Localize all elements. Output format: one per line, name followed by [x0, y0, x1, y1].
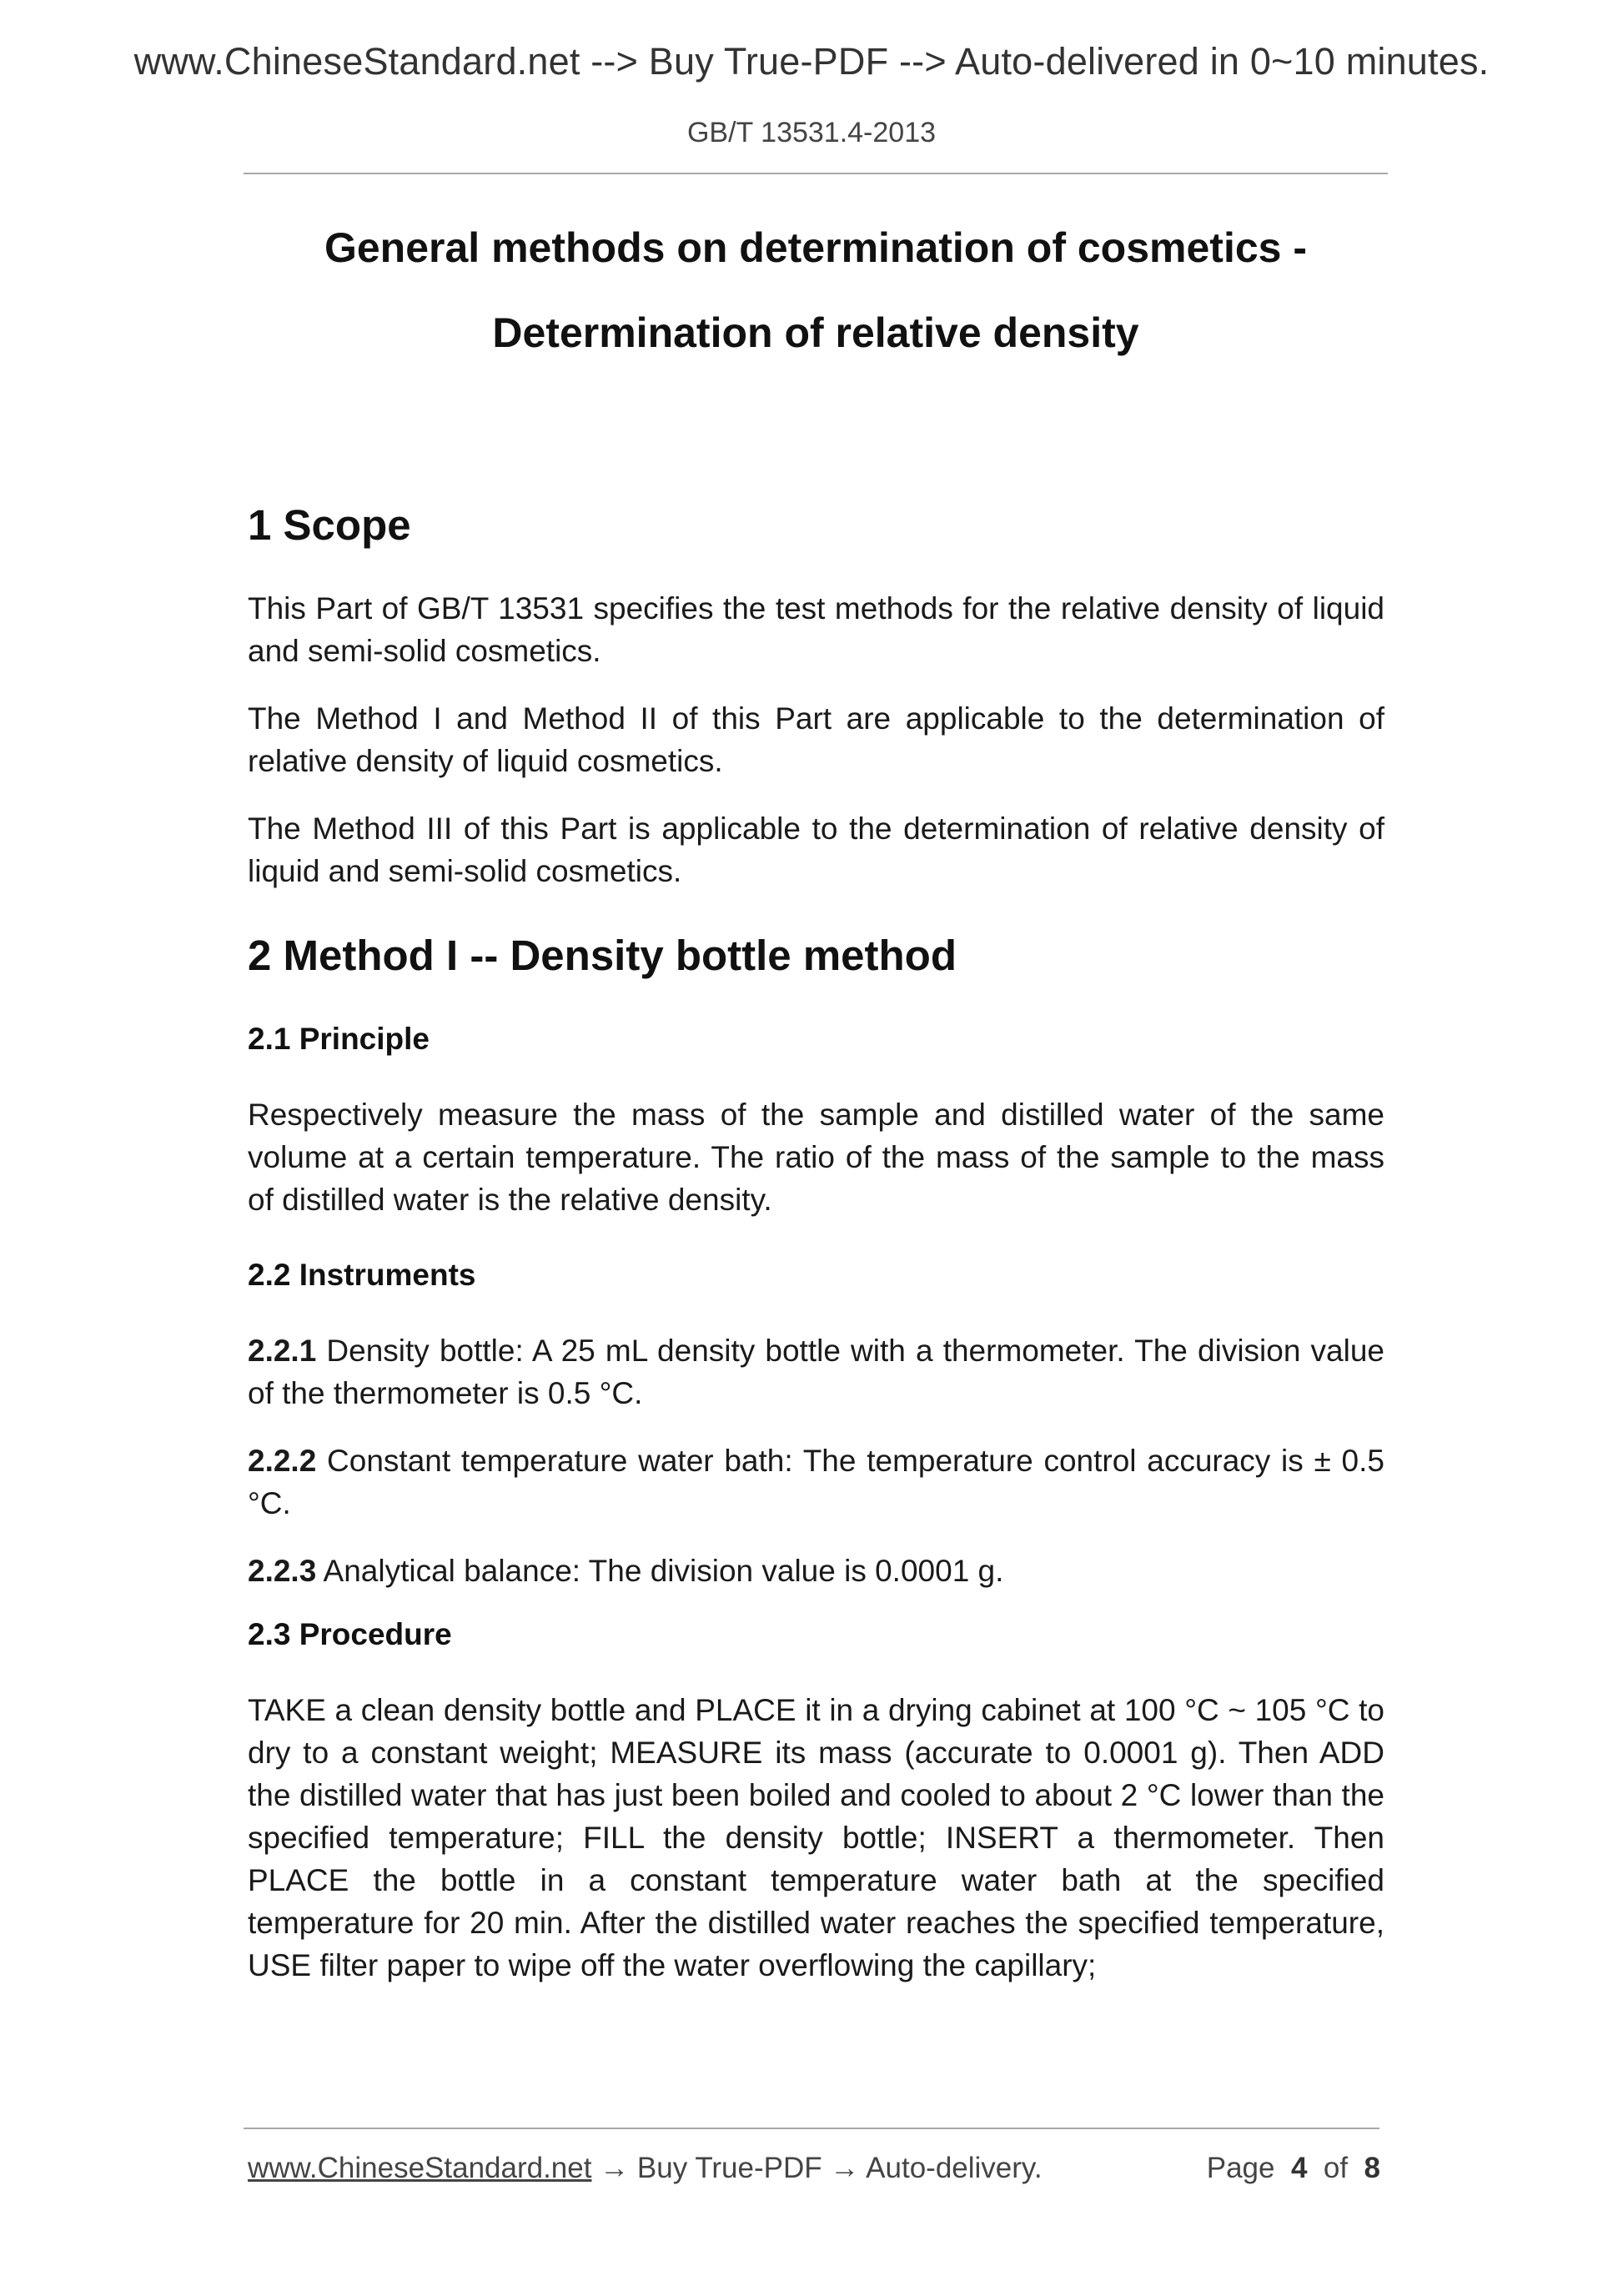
footer-divider [244, 2128, 1379, 2129]
scope-paragraph-2: The Method I and Method II of this Part are applicable to the determination of relative density of liquid cosmetics. [248, 701, 1384, 778]
page-label: Page [1206, 2152, 1275, 2184]
footer-promo-text: → Buy True-PDF → Auto-delivery. [591, 2152, 1043, 2184]
subheading-procedure: 2.3 Procedure [248, 1617, 452, 1651]
page-number [1207, 2152, 1380, 2185]
section-heading-method-1: 2 Method I -- Density bottle method [248, 932, 957, 979]
document-title-line-2: Determination of relative density [492, 309, 1139, 356]
document-title-line-1: General methods on determination of cosmetics - [324, 224, 1307, 271]
section-heading-scope: 1 Scope [248, 501, 411, 549]
clause-number: 2.2.3 [248, 1554, 317, 1588]
scope-paragraph-3: The Method III of this Part is applicable to the determination of relative density of liquid and semi-solid cosmetics. [248, 811, 1384, 888]
current-page: 4 [1290, 2152, 1308, 2184]
principle-paragraph: Respectively measure the mass of the sample and distilled water of the same volume at a certain temperature. The ratio of the mass of the sample to the mass of distilled water is the relative density. [248, 1098, 1384, 1217]
instrument-item-water-bath [248, 1439, 1384, 1525]
of-label: of [1323, 2152, 1349, 2184]
procedure-paragraph: TAKE a clean density bottle and PLACE it in a drying cabinet at 100 °C ~ 105 °C to dry to a constant weight; MEASURE its mass (accurate to 0.0001 g). Then ADD the distilled water that has just been boiled and cooled to about 2 °C lower than the specified temperature; FILL the density bottle; INSERT a thermometer. Then PLACE the bottle in a constant temperature water bath at the specified temperature for 20 min. After the distilled water reaches the specified temperature, USE filter paper to wipe off the water overflowing the capillary; [248, 1693, 1384, 1982]
total-pages: 8 [1364, 2152, 1380, 2184]
scope-paragraph-1: This Part of GB/T 13531 specifies the test methods for the relative density of liquid and semi-solid cosmetics. [248, 591, 1384, 668]
subheading-instruments: 2.2 Instruments [248, 1258, 476, 1292]
instrument-item-balance [248, 1550, 1384, 1592]
top-banner: www.ChineseStandard.net --> Buy True-PDF --> Auto-delivered in 0~10 minutes. [133, 40, 1490, 83]
clause-number: 2.2.2 [248, 1444, 317, 1478]
clause-number: 2.2.1 [248, 1334, 317, 1368]
document-body [248, 500, 1384, 1987]
header-divider [244, 173, 1388, 174]
footer-site-link[interactable]: www.ChineseStandard.net [248, 2152, 592, 2184]
clause-text: Analytical balance: The division value is 0.0001 g. [316, 1554, 1004, 1588]
footer-promo [248, 2152, 1043, 2185]
instrument-item-density-bottle [248, 1329, 1384, 1414]
clause-text: Density bottle: A 25 mL density bottle with a thermometer. The division value of the thermometer is 0.5 °C. [248, 1334, 1384, 1410]
clause-text: Constant temperature water bath: The temperature control accuracy is ± 0.5 °C. [248, 1444, 1384, 1520]
subheading-principle: 2.1 Principle [248, 1022, 430, 1056]
document-id: GB/T 13531.4-2013 [686, 117, 937, 148]
